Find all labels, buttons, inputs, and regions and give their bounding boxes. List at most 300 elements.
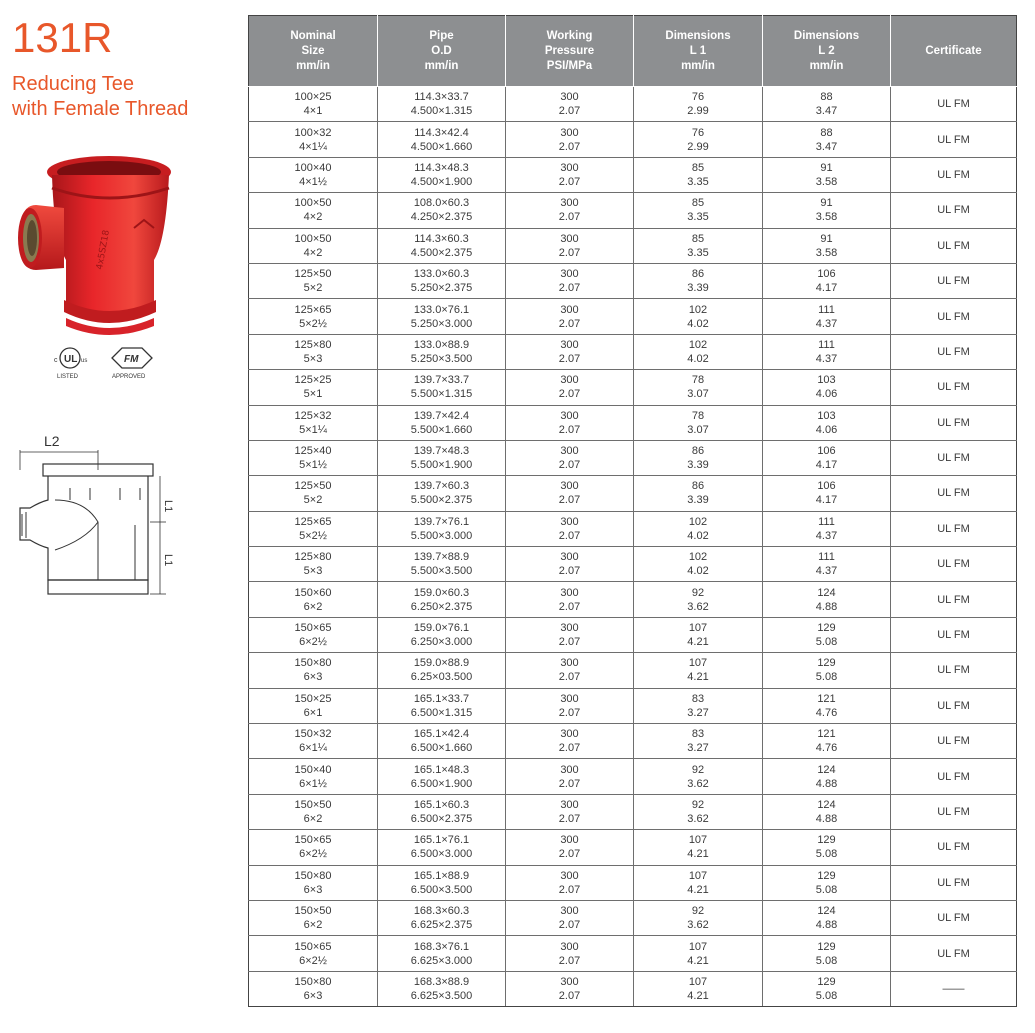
nominal-size-cell: [249, 547, 378, 582]
cell-value-imperial: 6.250×2.375: [410, 600, 473, 613]
pipe-od-cell: [378, 263, 506, 298]
cell-value-imperial: 4.06: [815, 388, 838, 401]
cell-value-metric: 150×80: [294, 869, 332, 882]
working-pressure-cell: [506, 193, 634, 228]
cell-value-metric: 150×65: [294, 834, 332, 847]
l2-cell: [763, 653, 891, 688]
cell-value-metric: 92: [691, 799, 705, 811]
cell-value-metric: 125×80: [294, 551, 332, 564]
cell-value-metric: 139.7×76.1: [413, 515, 470, 528]
pipe-od-cell: [378, 688, 506, 723]
table-row: [249, 87, 1017, 122]
working-pressure-cell: [506, 370, 634, 405]
nominal-size-cell: [249, 936, 378, 971]
cell-value-imperial: 4×1¼: [299, 140, 327, 153]
cell-value-metric: 300: [560, 197, 579, 210]
cell-value-metric: 150×40: [294, 763, 332, 776]
reducing-tee-photo: [14, 150, 174, 340]
l1-cell: [634, 299, 763, 334]
working-pressure-cell: [506, 582, 634, 617]
header-text: Pipe: [429, 29, 454, 42]
table-row: [249, 511, 1017, 546]
cell-value-imperial: 3.35: [687, 246, 709, 259]
cell-value-imperial: 4.500×2.375: [410, 246, 473, 259]
cell-value-metric: 111: [818, 551, 835, 564]
l1-cell: [634, 724, 763, 759]
cell-value-metric: 85: [691, 232, 705, 245]
table-row: [249, 617, 1017, 652]
cell-value-metric: 102: [688, 515, 708, 528]
table-row: [249, 724, 1017, 759]
cell-value-imperial: 6×1½: [299, 777, 327, 790]
cell-value-metric: 139.7×33.7: [413, 374, 470, 387]
cell-value-metric: 86: [691, 268, 705, 281]
cell-value-metric: 91: [820, 197, 833, 210]
l2-cell: [763, 370, 891, 405]
cell-value-metric: 111: [818, 303, 835, 316]
l1-cell: [634, 653, 763, 688]
cell-value-imperial: 4.76: [815, 706, 838, 719]
cell-value-metric: 150×50: [294, 905, 332, 918]
cell-value-metric: 83: [691, 728, 705, 741]
cell-value-imperial: 2.07: [558, 282, 581, 295]
working-pressure-cell: [506, 440, 634, 475]
cell-value-metric: 103: [817, 374, 836, 387]
table-row: [249, 122, 1017, 157]
l1-cell: [634, 936, 763, 971]
cell-value-imperial: 5.250×3.000: [410, 317, 473, 330]
nominal-size-cell: [249, 193, 378, 228]
product-name-line2: with Female Thread: [12, 98, 189, 120]
l1-cell: [634, 511, 763, 546]
cell-value-metric: 92: [691, 763, 705, 776]
cell-value-imperial: 4×1: [303, 105, 323, 118]
l2-cell: [763, 299, 891, 334]
cell-value-imperial: 4.88: [815, 919, 838, 932]
cell-value-imperial: 3.47: [815, 105, 838, 118]
l2-cell: [763, 830, 891, 865]
cell-value-imperial: 2.07: [558, 813, 581, 825]
l1-cell: [634, 794, 763, 829]
cell-value-metric: 124: [817, 905, 836, 918]
cell-value-imperial: 4×2: [303, 246, 323, 259]
header-working-pressure: [506, 16, 634, 87]
table-row: [249, 193, 1017, 228]
l2-cell: [763, 157, 891, 192]
l2-cell: [763, 688, 891, 723]
cell-value-metric: 92: [691, 905, 705, 918]
cell-value-imperial: 5.08: [815, 636, 838, 649]
cell-value-imperial: 6×2½: [299, 954, 327, 967]
cell-value-imperial: 2.07: [558, 848, 581, 861]
cell-value-imperial: 4.88: [815, 600, 838, 613]
table-row: [249, 688, 1017, 723]
cell-value-metric: 86: [691, 480, 705, 493]
l1-label-top: L1: [162, 500, 174, 513]
cell-value-metric: 150×60: [294, 586, 332, 599]
header-text: Nominal: [290, 29, 336, 42]
l2-cell: [763, 617, 891, 652]
cell-value-metric: 300: [560, 480, 579, 493]
working-pressure-cell: [506, 157, 634, 192]
nominal-size-cell: [249, 405, 378, 440]
cell-value-imperial: 5.08: [815, 671, 838, 684]
cell-value-imperial: 6.500×3.000: [410, 848, 473, 861]
cell-value-metric: 100×32: [294, 126, 332, 139]
pipe-od-cell: [378, 794, 506, 829]
cell-value-imperial: 2.07: [558, 919, 581, 932]
l1-cell: [634, 122, 763, 157]
l2-cell: [763, 582, 891, 617]
cell-value-imperial: 4.500×1.315: [410, 105, 473, 118]
cell-value-imperial: 2.07: [558, 565, 581, 578]
cell-value-metric: 88: [820, 91, 833, 104]
cell-value-imperial: 2.07: [558, 706, 581, 719]
table-row: [249, 370, 1017, 405]
l2-cell: [763, 228, 891, 263]
l1-cell: [634, 405, 763, 440]
cell-value-imperial: 2.07: [558, 777, 581, 790]
cell-value-imperial: 2.07: [558, 388, 581, 401]
cell-value-imperial: 4.02: [687, 317, 709, 330]
cell-value-metric: 129: [817, 975, 836, 988]
nominal-size-cell: [249, 370, 378, 405]
certificate-cell: UL FM: [891, 865, 1017, 900]
nominal-size-cell: [249, 299, 378, 334]
cell-value-imperial: 5.500×1.660: [410, 423, 473, 436]
cell-value-metric: 125×80: [294, 338, 332, 351]
fm-mark: FM: [124, 354, 139, 365]
l1-cell: [634, 228, 763, 263]
certificate-cell: UL FM: [891, 688, 1017, 723]
cell-value-imperial: 5×2½: [299, 529, 327, 542]
cell-value-imperial: 3.39: [687, 282, 709, 295]
cell-value-metric: 300: [560, 515, 579, 528]
cell-value-imperial: 4.21: [687, 883, 709, 896]
table-row: [249, 228, 1017, 263]
cell-value-imperial: 4.21: [687, 671, 709, 684]
cell-value-metric: 300: [560, 975, 579, 988]
cell-value-imperial: 5.250×2.375: [410, 282, 473, 295]
pipe-od-cell: [378, 653, 506, 688]
cell-value-imperial: 2.07: [558, 317, 581, 330]
pipe-od-cell: [378, 193, 506, 228]
cell-value-metric: 92: [691, 586, 705, 599]
table-row: [249, 653, 1017, 688]
cell-value-metric: 300: [560, 338, 579, 351]
nominal-size-cell: [249, 759, 378, 794]
l1-cell: [634, 440, 763, 475]
cell-value-metric: 139.7×42.4: [413, 409, 470, 422]
cell-value-metric: 159.0×76.1: [413, 622, 470, 635]
pipe-od-cell: [378, 405, 506, 440]
working-pressure-cell: [506, 653, 634, 688]
cell-value-metric: 129: [817, 834, 836, 847]
cell-value-metric: 300: [560, 161, 579, 174]
working-pressure-cell: [506, 830, 634, 865]
working-pressure-cell: [506, 900, 634, 935]
pipe-od-cell: [378, 865, 506, 900]
cell-value-imperial: 6.500×1.315: [410, 706, 473, 719]
cell-value-imperial: 4.37: [815, 317, 838, 330]
l2-cell: [763, 334, 891, 369]
cell-value-metric: 83: [691, 692, 705, 705]
cell-value-metric: 88: [820, 126, 833, 139]
cell-value-imperial: 3.62: [687, 600, 709, 613]
working-pressure-cell: [506, 724, 634, 759]
cell-value-imperial: 3.35: [687, 175, 709, 188]
cell-value-imperial: 2.07: [558, 105, 581, 118]
working-pressure-cell: [506, 547, 634, 582]
certificate-cell: UL FM: [891, 653, 1017, 688]
cell-value-imperial: 5.08: [815, 848, 838, 861]
specification-table: [248, 15, 1017, 1007]
cell-value-metric: 78: [691, 409, 705, 422]
working-pressure-cell: [506, 759, 634, 794]
certificate-cell: UL FM: [891, 157, 1017, 192]
pipe-od-cell: [378, 87, 506, 122]
certificate-cell: ——: [891, 971, 1017, 1006]
table-row: [249, 830, 1017, 865]
certificate-cell: UL FM: [891, 617, 1017, 652]
cell-value-imperial: 5×2: [303, 494, 323, 507]
nominal-size-cell: [249, 582, 378, 617]
pipe-od-cell: [378, 971, 506, 1006]
cell-value-metric: 159.0×60.3: [413, 586, 470, 599]
cell-value-metric: 78: [691, 374, 705, 387]
table-row: [249, 971, 1017, 1006]
cell-value-imperial: 2.07: [558, 211, 581, 224]
pipe-od-cell: [378, 334, 506, 369]
table-row: [249, 476, 1017, 511]
working-pressure-cell: [506, 971, 634, 1006]
l2-cell: [763, 87, 891, 122]
pipe-od-cell: [378, 157, 506, 192]
cell-value-imperial: 3.62: [687, 777, 709, 790]
cell-value-imperial: 2.99: [687, 140, 709, 153]
certificate-cell: UL FM: [891, 759, 1017, 794]
cell-value-metric: 107: [688, 657, 708, 670]
cell-value-metric: 125×50: [294, 480, 332, 493]
cell-value-metric: 100×50: [294, 232, 332, 245]
cell-value-metric: 300: [560, 409, 579, 422]
cell-value-imperial: 2.99: [687, 105, 709, 118]
certificate-cell: UL FM: [891, 830, 1017, 865]
header-text: PSI/MPa: [546, 59, 593, 72]
cell-value-metric: 150×80: [294, 657, 332, 670]
l1-cell: [634, 865, 763, 900]
svg-text:4x5SZ18: 4x5SZ18: [95, 229, 112, 271]
cell-value-metric: 129: [817, 940, 836, 953]
cell-value-metric: 114.3×48.3: [414, 161, 469, 174]
cell-value-imperial: 4.02: [687, 529, 709, 542]
table-row: [249, 440, 1017, 475]
pipe-od-cell: [378, 830, 506, 865]
cell-value-metric: 121: [817, 692, 836, 705]
cell-value-imperial: 4×1½: [299, 175, 327, 188]
certificate-cell: UL FM: [891, 263, 1017, 298]
working-pressure-cell: [506, 122, 634, 157]
nominal-size-cell: [249, 228, 378, 263]
cell-value-imperial: 5.500×3.500: [410, 565, 473, 578]
cell-value-imperial: 2.07: [558, 883, 581, 896]
cell-value-metric: 129: [817, 657, 836, 670]
cell-value-imperial: 2.07: [558, 140, 581, 153]
cell-value-imperial: 2.07: [558, 636, 581, 649]
cell-value-metric: 300: [560, 657, 579, 670]
cell-value-imperial: 5.08: [815, 989, 838, 1002]
cell-value-metric: 121: [817, 728, 836, 741]
cell-value-metric: 125×40: [294, 445, 332, 458]
nominal-size-cell: [249, 476, 378, 511]
cell-value-imperial: 2.07: [558, 600, 581, 613]
header-text: Pressure: [544, 44, 595, 57]
l1-cell: [634, 193, 763, 228]
cell-value-metric: 100×25: [294, 91, 332, 104]
cell-value-imperial: 4.37: [815, 352, 838, 365]
cell-value-metric: 102: [688, 303, 708, 316]
cell-value-metric: 139.7×60.3: [413, 480, 470, 493]
nominal-size-cell: [249, 440, 378, 475]
header-dimension-l2: [763, 16, 891, 87]
working-pressure-cell: [506, 617, 634, 652]
cell-value-metric: 125×65: [294, 515, 332, 528]
nominal-size-cell: [249, 900, 378, 935]
table-header-row: [249, 16, 1017, 87]
cell-value-imperial: 3.39: [687, 459, 709, 472]
table-row: [249, 263, 1017, 298]
working-pressure-cell: [506, 334, 634, 369]
nominal-size-cell: [249, 794, 378, 829]
cell-value-metric: 107: [688, 834, 708, 847]
l1-label-bottom: L1: [162, 554, 174, 567]
cell-value-metric: 125×65: [294, 303, 332, 316]
cell-value-metric: 150×32: [294, 728, 332, 741]
cell-value-metric: 150×25: [294, 692, 332, 705]
cell-value-metric: 107: [688, 622, 708, 635]
ul-listed-text: LISTED: [57, 374, 79, 380]
certificate-cell: UL FM: [891, 405, 1017, 440]
table-row: [249, 547, 1017, 582]
table-row: [249, 865, 1017, 900]
cell-value-metric: 86: [691, 445, 705, 458]
certificate-cell: UL FM: [891, 724, 1017, 759]
l2-cell: [763, 440, 891, 475]
l2-cell: [763, 193, 891, 228]
certificate-cell: UL FM: [891, 936, 1017, 971]
header-pipe-od: [378, 16, 506, 87]
cell-value-imperial: 5.500×1.900: [410, 459, 473, 472]
l1-cell: [634, 582, 763, 617]
cell-value-imperial: 3.27: [687, 706, 709, 719]
l2-cell: [763, 936, 891, 971]
cell-value-imperial: 4.21: [687, 954, 709, 967]
fm-approved-text: APPROVED: [112, 374, 146, 380]
table-row: [249, 794, 1017, 829]
cell-value-imperial: 2.07: [558, 954, 581, 967]
cell-value-metric: 107: [688, 869, 708, 882]
pipe-od-cell: [378, 511, 506, 546]
cell-value-imperial: 2.07: [558, 423, 581, 436]
l2-cell: [763, 263, 891, 298]
nominal-size-cell: [249, 971, 378, 1006]
cell-value-metric: 111: [818, 338, 835, 351]
cell-value-imperial: 6.500×3.500: [410, 883, 473, 896]
header-text: Dimensions: [665, 29, 731, 42]
table-row: [249, 936, 1017, 971]
l1-cell: [634, 688, 763, 723]
certificate-cell: UL FM: [891, 370, 1017, 405]
nominal-size-cell: [249, 865, 378, 900]
l1-cell: [634, 547, 763, 582]
cell-value-imperial: 4.500×1.660: [410, 140, 473, 153]
nominal-size-cell: [249, 122, 378, 157]
l1-cell: [634, 87, 763, 122]
l2-cell: [763, 759, 891, 794]
product-name-line1: Reducing Tee: [12, 73, 134, 95]
cell-value-imperial: 6.250×3.000: [410, 636, 473, 649]
working-pressure-cell: [506, 87, 634, 122]
cell-value-imperial: 2.07: [558, 459, 581, 472]
cell-value-metric: 168.3×60.3: [413, 905, 470, 918]
pipe-od-cell: [378, 122, 506, 157]
cell-value-imperial: 5×3: [303, 565, 323, 578]
ul-listed-logo: [54, 348, 87, 380]
certificate-cell: UL FM: [891, 794, 1017, 829]
cell-value-metric: 300: [560, 586, 579, 599]
cell-value-imperial: 4.02: [687, 352, 709, 365]
fm-approved-logo: [112, 348, 152, 380]
certificate-cell: UL FM: [891, 582, 1017, 617]
pipe-od-cell: [378, 582, 506, 617]
certification-logos: [50, 344, 170, 384]
certificate-cell: UL FM: [891, 193, 1017, 228]
cell-value-metric: 300: [560, 622, 579, 635]
l1-cell: [634, 334, 763, 369]
cell-value-imperial: 3.62: [687, 919, 709, 932]
l1-cell: [634, 759, 763, 794]
model-number: 131R: [12, 14, 113, 61]
cell-value-metric: 300: [560, 728, 579, 741]
table-row: [249, 157, 1017, 192]
cell-value-imperial: 4.88: [815, 777, 838, 790]
table-row: [249, 582, 1017, 617]
cell-value-metric: 165.1×33.7: [413, 692, 470, 705]
ul-mark: UL: [64, 354, 78, 365]
nominal-size-cell: [249, 87, 378, 122]
cell-value-metric: 165.1×76.1: [413, 834, 470, 847]
cell-value-metric: 300: [560, 126, 579, 139]
cell-value-metric: 300: [560, 268, 579, 281]
cell-value-metric: 300: [560, 303, 579, 316]
product-name: [12, 72, 188, 122]
cell-value-imperial: 5.500×2.375: [410, 494, 473, 507]
nominal-size-cell: [249, 157, 378, 192]
header-certificate: [891, 16, 1017, 87]
nominal-size-cell: [249, 263, 378, 298]
certificate-cell: UL FM: [891, 228, 1017, 263]
cell-value-imperial: 2.07: [558, 742, 581, 755]
cell-value-imperial: 4.76: [815, 742, 838, 755]
cell-value-metric: 165.1×88.9: [413, 869, 470, 882]
cell-value-imperial: 6×2: [303, 600, 323, 613]
certificate-cell: UL FM: [891, 299, 1017, 334]
cell-value-imperial: 5×1¼: [299, 423, 327, 436]
cell-value-imperial: 5.08: [815, 883, 838, 896]
cell-value-imperial: 5×3: [303, 352, 323, 365]
certificate-cell: UL FM: [891, 476, 1017, 511]
cell-value-imperial: 3.47: [815, 140, 838, 153]
